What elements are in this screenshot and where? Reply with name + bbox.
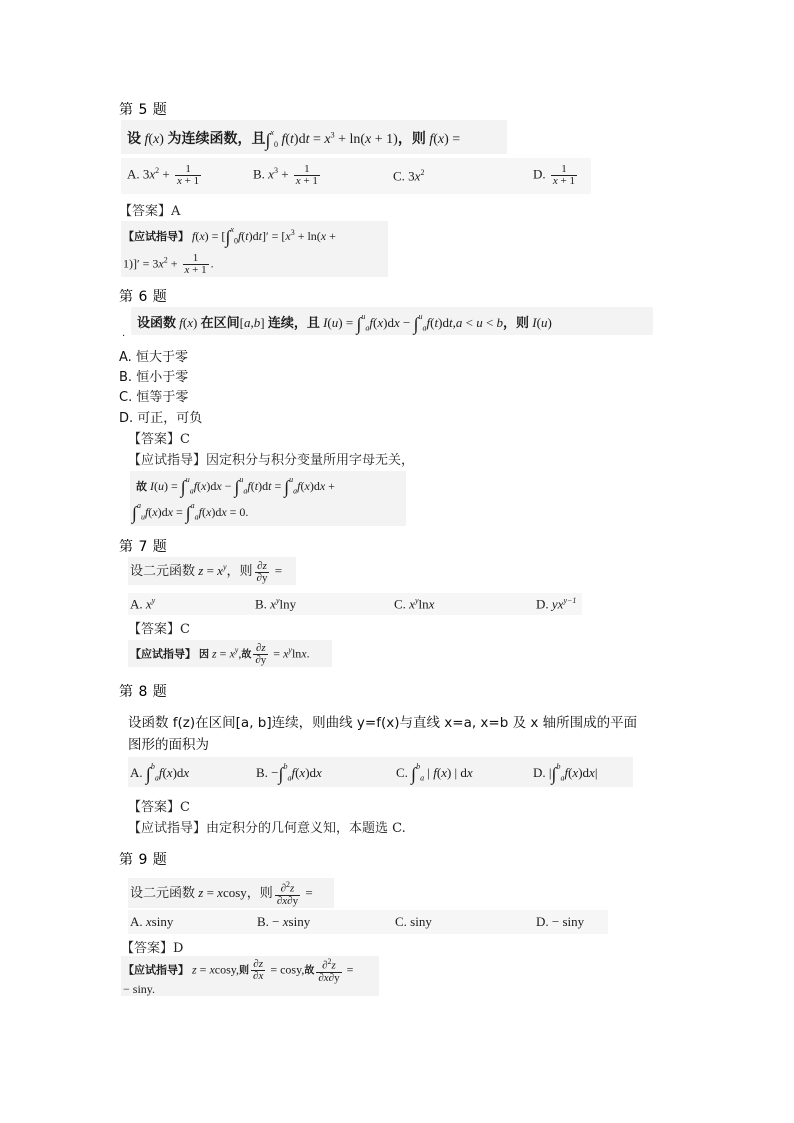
question-7-answer: 【答案】C xyxy=(128,622,190,637)
option-c: C. $x^y\ln x$ xyxy=(394,596,435,612)
question-7-options xyxy=(128,593,582,615)
question-5-title: 第 5 题 xyxy=(119,102,168,118)
option-a: A. 恒大于零 xyxy=(119,350,188,365)
question-6-guide-math: 故 I(u) = ∫$^u_a$f(x)dx − ∫$^u_a$f(t)dt = ∫$^u_a$f(x)dx + ∫$^a_u$f(x)dx = ∫$^a_a$f(x)dx = 0. xyxy=(130,471,406,526)
question-5-guide: 【应试指导】 $f(x) = [\int^x_0f(t)dt]' = [x^3 + \ln(x$ + $1)]' = 3x^2$ + $\frac{1}{x + 1}$ . xyxy=(121,221,388,277)
stem-prefix: 设 xyxy=(127,131,141,147)
question-8-guide: 【应试指导】由定积分的几何意义知，本题选 C. xyxy=(128,821,406,836)
option-d: D. 可正，可负 xyxy=(119,411,203,426)
question-7-title: 第 7 题 xyxy=(119,539,168,555)
question-9-guide: 【应试指导】 z = xcosy,则 $\frac{\partial z}{\partial x}$ = cosy,故 $\frac{\partial^2z}{\partial x\partial y}$ = − siny. xyxy=(121,956,379,996)
question-5-answer: 【答案】A xyxy=(119,204,181,219)
question-6-answer: 【答案】C xyxy=(128,432,190,447)
question-7-guide: 【应试指导】 因 $z = x^y$,故 $\frac{\partial z}{\partial y}$ = $x^y\ln x$. xyxy=(128,640,332,667)
option-a: A. $x^y$ xyxy=(130,596,156,612)
option-b: B. −∫$^b_a$f(x)dx xyxy=(256,762,322,784)
question-9-title: 第 9 题 xyxy=(119,852,168,868)
option-d: D. $yx^{y-1}$ xyxy=(536,596,577,612)
question-8-stem-line2: 图形的面积为 xyxy=(128,737,209,753)
option-a: A. ∫$^b_a$f(x)dx xyxy=(130,762,190,784)
answer-value: C xyxy=(180,432,190,447)
question-5-stem: 设 f(x) 为连续函数，且∫$^x_0$ $f(t)dt = x^3 + \ln(x + 1)$，则 f(x) = xyxy=(121,120,507,154)
answer-value: A xyxy=(171,204,181,219)
answer-value: C xyxy=(180,622,190,637)
question-9-stem: 设二元函数 z = xcosy，则 $\frac{\partial^2z}{\partial x\partial y}$ = xyxy=(128,878,334,908)
question-6-stem: 设函数 f(x) 在区间[a,b] 连续，且 I(u) = ∫$^u_a$f(x)dx − ∫$^u_a$f(t)dt,a < u < b，则 I(u) xyxy=(131,307,653,335)
option-d: D. |∫$^b_a$f(x)dx| xyxy=(533,762,598,784)
option-b: B. $x^3$ + $\frac{1}{x + 1}$ xyxy=(253,163,318,187)
answer-value: D xyxy=(173,941,184,956)
question-9-options xyxy=(128,910,608,934)
option-d: D. $\frac{1}{x + 1}$ xyxy=(533,163,575,187)
question-9-answer: 【答案】D xyxy=(121,941,184,956)
option-a: A. xsiny xyxy=(130,914,174,929)
option-d: D. − siny xyxy=(536,914,585,929)
question-8-options xyxy=(128,757,633,787)
option-b: B. − xsiny xyxy=(257,914,311,929)
question-8-title: 第 8 题 xyxy=(119,684,168,700)
option-c: C. siny xyxy=(395,914,432,929)
question-8-answer: 【答案】C xyxy=(128,800,190,815)
stem-dot: . xyxy=(122,328,126,339)
option-c: C. $3x^2$ xyxy=(393,168,425,184)
option-b: B. $x^y\ln y$ xyxy=(255,596,297,612)
question-8-stem-line1: 设函数 f(z)在区间[a, b]连续，则曲线 y=f(x)与直线 x=a, x=b 及 x 轴所围成的平面 xyxy=(128,715,638,731)
option-a: A. $3x^2$ + $\frac{1}{x + 1}$ xyxy=(127,163,200,187)
question-7-stem: 设二元函数 $z = x^y$，则 $\frac{\partial z}{\partial y}$ = xyxy=(128,557,296,585)
question-6-title: 第 6 题 xyxy=(119,289,168,305)
option-c: C. ∫$^b_a$ | f(x) | dx xyxy=(396,762,473,784)
question-5-options xyxy=(121,158,591,194)
option-b: B. 恒小于零 xyxy=(119,370,189,385)
question-6-guide: 【应试指导】因定积分与积分变量所用字母无关， xyxy=(128,453,415,468)
answer-value: C xyxy=(180,800,190,815)
option-c: C. 恒等于零 xyxy=(119,390,189,405)
